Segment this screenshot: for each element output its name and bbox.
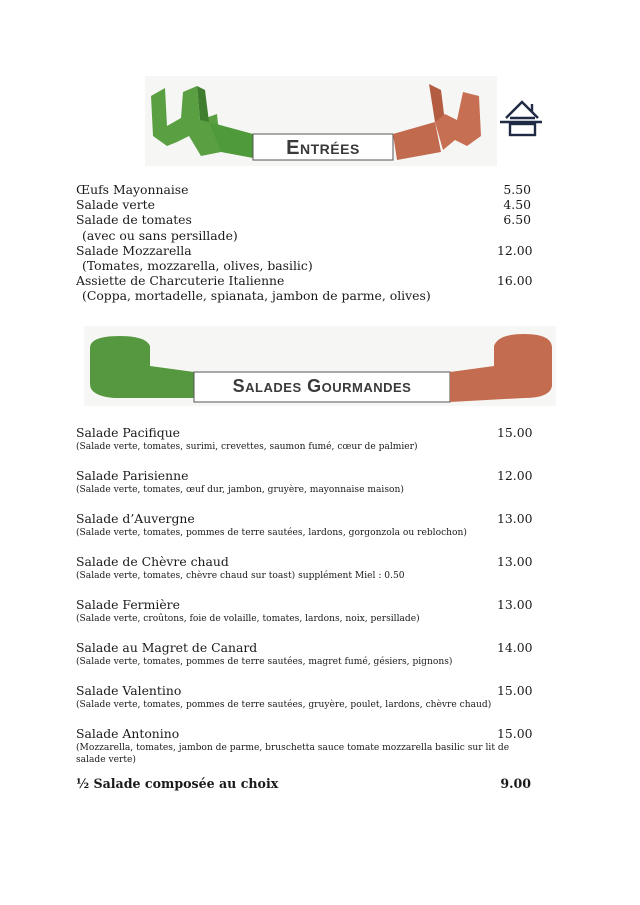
item-price: 14.00: [497, 640, 533, 655]
item-name: Salade Fermière: [76, 597, 180, 612]
item-name: Salade verte: [76, 197, 155, 213]
item-name: Salade de tomates: [76, 212, 192, 228]
menu-item: [76, 597, 531, 640]
item-name: Salade d’Auvergne: [76, 511, 195, 526]
item-description: (Salade verte, tomates, pommes de terre sautées, gruyère, poulet, lardons, chèvre chaud): [76, 700, 492, 710]
item-note: (Tomates, mozzarella, olives, basilic): [82, 258, 313, 274]
menu-item: [76, 554, 531, 597]
salades-banner: [84, 326, 556, 406]
item-price: 13.00: [497, 597, 533, 612]
item-price: 12.00: [497, 242, 533, 258]
item-description: (Salade verte, tomates, surimi, crevettes, saumon fumé, cœur de palmier): [76, 442, 418, 452]
item-price: 15.00: [497, 425, 533, 440]
salades-title: Salades Gourmandes: [232, 376, 412, 396]
menu-item: [76, 212, 531, 227]
half-salad-item: [76, 776, 531, 791]
item-price: 13.00: [497, 554, 533, 569]
item-price: 6.50: [503, 212, 531, 228]
item-price: 4.50: [503, 197, 531, 213]
item-description: (Salade verte, tomates, chèvre chaud sur toast) supplément Miel : 0.50: [76, 571, 405, 581]
menu-item: [76, 182, 531, 197]
menu-item: [76, 640, 531, 683]
item-price: 9.00: [500, 776, 531, 791]
item-name: Salade de Chèvre chaud: [76, 554, 229, 569]
item-description: (Salade verte, tomates, œuf dur, jambon, gruyère, mayonnaise maison): [76, 485, 404, 495]
item-name: Salade Valentino: [76, 683, 182, 698]
item-description: (Mozzarella, tomates, jambon de parme, bruschetta sauce tomate mozzarella basilic sur lit de salade verte): [76, 743, 510, 765]
item-price: 15.00: [497, 726, 533, 741]
item-note: (avec ou sans persillade): [82, 227, 238, 243]
menu-item: [76, 726, 531, 776]
item-name: Assiette de Charcuterie Italienne: [76, 273, 285, 289]
menu-item: [76, 683, 531, 726]
item-description: (Salade verte, croûtons, foie de volaille, tomates, lardons, noix, persillade): [76, 614, 420, 624]
item-name: Salade Parisienne: [76, 468, 189, 483]
item-price: 12.00: [497, 468, 533, 483]
item-name: Salade Pacifique: [76, 425, 181, 440]
item-note: (Coppa, mortadelle, spianata, jambon de parme, olives): [82, 288, 431, 304]
entrees-title: Entrées: [286, 137, 360, 159]
item-name: Œufs Mayonnaise: [76, 182, 189, 197]
item-name: Salade au Magret de Canard: [76, 640, 258, 655]
item-description: (Salade verte, tomates, pommes de terre sautées, lardons, gorgonzola ou reblochon): [76, 528, 467, 538]
salades-list: [76, 425, 531, 791]
menu-item: [76, 468, 531, 511]
item-price: 5.50: [503, 182, 531, 197]
item-description: (Salade verte, tomates, pommes de terre sautées, magret fumé, gésiers, pignons): [76, 657, 453, 667]
item-name: Salade Antonino: [76, 726, 180, 741]
item-name: ½ Salade composée au choix: [76, 776, 279, 791]
menu-item: [76, 273, 531, 288]
menu-item: [76, 197, 531, 212]
item-name: Salade Mozzarella: [76, 242, 192, 258]
menu-item: [76, 243, 531, 258]
item-price: 15.00: [497, 683, 533, 698]
menu-item: [76, 511, 531, 554]
item-price: 13.00: [497, 511, 533, 526]
house-icon: [498, 98, 544, 138]
menu-item: [76, 425, 531, 468]
item-price: 16.00: [497, 273, 533, 289]
entrees-banner: [145, 76, 497, 166]
entrees-list: [76, 182, 531, 304]
